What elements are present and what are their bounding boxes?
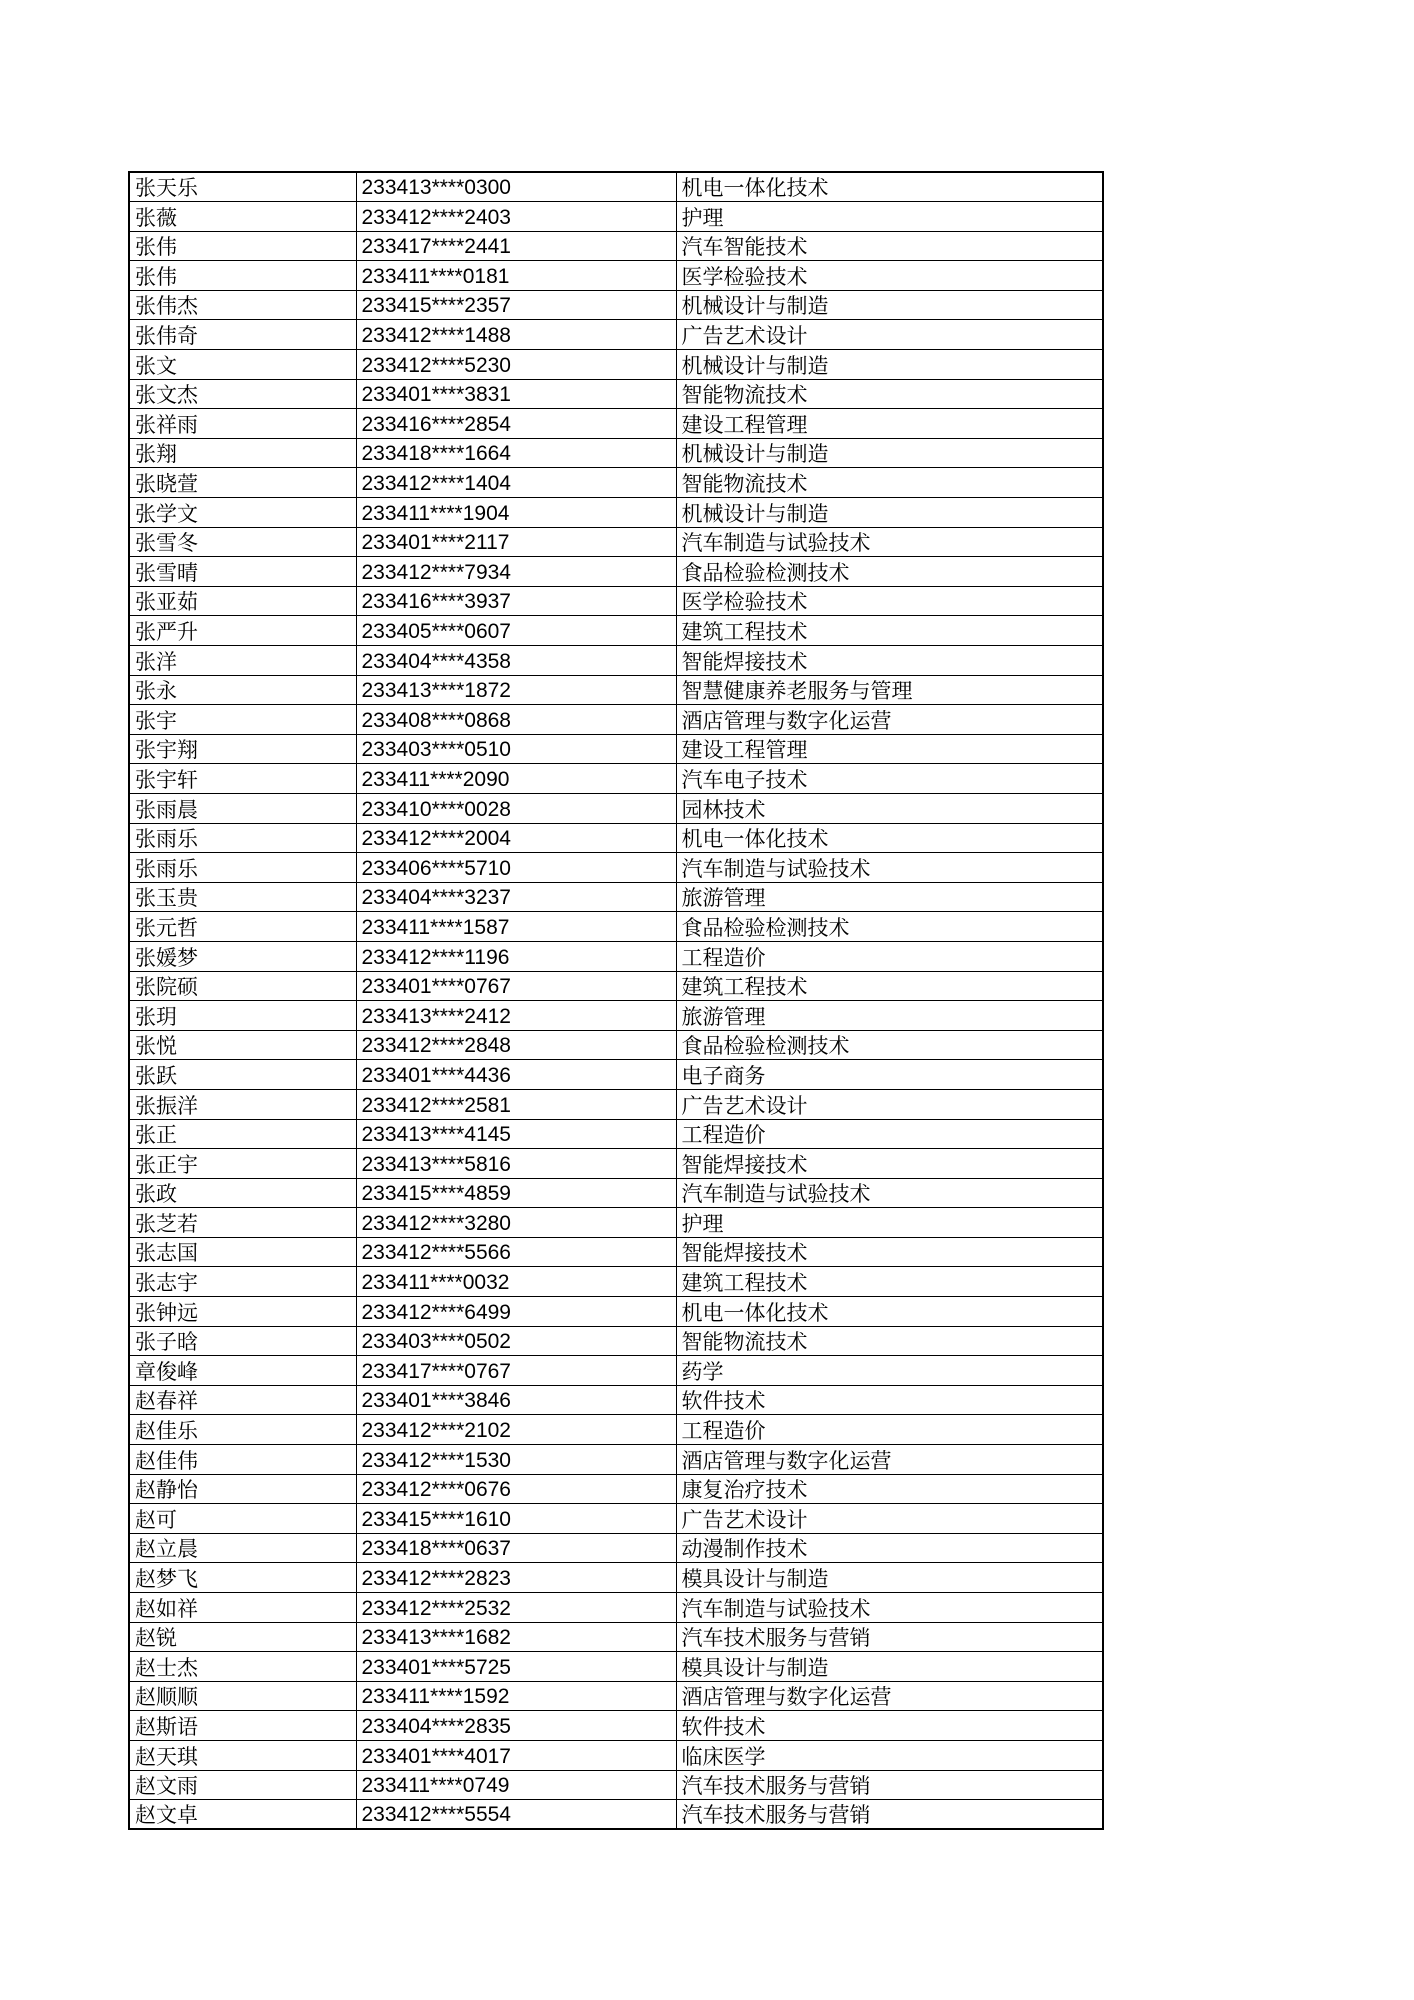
id-number-cell: 233412****3280 bbox=[356, 1208, 676, 1238]
id-number-cell: 233415****4859 bbox=[356, 1178, 676, 1208]
id-number-cell: 233404****4358 bbox=[356, 646, 676, 676]
name-cell: 张伟奇 bbox=[129, 320, 356, 350]
id-number-cell: 233412****7934 bbox=[356, 557, 676, 587]
major-cell: 电子商务 bbox=[676, 1060, 1103, 1090]
name-cell: 赵梦飞 bbox=[129, 1563, 356, 1593]
major-cell: 广告艺术设计 bbox=[676, 320, 1103, 350]
table-row bbox=[129, 557, 1103, 587]
major-cell: 智能物流技术 bbox=[676, 379, 1103, 409]
major-cell: 药学 bbox=[676, 1356, 1103, 1386]
major-cell: 康复治疗技术 bbox=[676, 1474, 1103, 1504]
table-row bbox=[129, 231, 1103, 261]
name-cell: 张文杰 bbox=[129, 379, 356, 409]
table-row bbox=[129, 1297, 1103, 1327]
table-row bbox=[129, 1060, 1103, 1090]
table-row bbox=[129, 1415, 1103, 1445]
major-cell: 汽车技术服务与营销 bbox=[676, 1800, 1103, 1830]
id-number-cell: 233413****0300 bbox=[356, 172, 676, 202]
student-list-table bbox=[128, 171, 1104, 1830]
name-cell: 张媛梦 bbox=[129, 941, 356, 971]
major-cell: 建筑工程技术 bbox=[676, 1267, 1103, 1297]
table-row bbox=[129, 1652, 1103, 1682]
major-cell: 汽车制造与试验技术 bbox=[676, 527, 1103, 557]
name-cell: 赵顺顺 bbox=[129, 1681, 356, 1711]
name-cell: 赵士杰 bbox=[129, 1652, 356, 1682]
table-row bbox=[129, 941, 1103, 971]
name-cell: 赵斯语 bbox=[129, 1711, 356, 1741]
table-row bbox=[129, 734, 1103, 764]
major-cell: 旅游管理 bbox=[676, 882, 1103, 912]
major-cell: 酒店管理与数字化运营 bbox=[676, 1681, 1103, 1711]
table-row bbox=[129, 527, 1103, 557]
name-cell: 张雪冬 bbox=[129, 527, 356, 557]
table-row bbox=[129, 1178, 1103, 1208]
id-number-cell: 233417****2441 bbox=[356, 231, 676, 261]
table-row bbox=[129, 1445, 1103, 1475]
major-cell: 医学检验技术 bbox=[676, 586, 1103, 616]
id-number-cell: 233412****0676 bbox=[356, 1474, 676, 1504]
major-cell: 软件技术 bbox=[676, 1385, 1103, 1415]
id-number-cell: 233412****2403 bbox=[356, 202, 676, 232]
table-row bbox=[129, 793, 1103, 823]
name-cell: 赵锐 bbox=[129, 1622, 356, 1652]
major-cell: 机电一体化技术 bbox=[676, 1297, 1103, 1327]
table-row bbox=[129, 705, 1103, 735]
table-row bbox=[129, 853, 1103, 883]
name-cell: 张政 bbox=[129, 1178, 356, 1208]
name-cell: 赵静怡 bbox=[129, 1474, 356, 1504]
major-cell: 工程造价 bbox=[676, 1119, 1103, 1149]
id-number-cell: 233412****2102 bbox=[356, 1415, 676, 1445]
major-cell: 园林技术 bbox=[676, 793, 1103, 823]
major-cell: 食品检验检测技术 bbox=[676, 1030, 1103, 1060]
table-row bbox=[129, 379, 1103, 409]
id-number-cell: 233412****5554 bbox=[356, 1800, 676, 1830]
name-cell: 张子晗 bbox=[129, 1326, 356, 1356]
major-cell: 智慧健康养老服务与管理 bbox=[676, 675, 1103, 705]
id-number-cell: 233411****0749 bbox=[356, 1770, 676, 1800]
name-cell: 张严升 bbox=[129, 616, 356, 646]
table-row bbox=[129, 1770, 1103, 1800]
name-cell: 张悦 bbox=[129, 1030, 356, 1060]
name-cell: 张宇翔 bbox=[129, 734, 356, 764]
name-cell: 张志宇 bbox=[129, 1267, 356, 1297]
id-number-cell: 233412****1530 bbox=[356, 1445, 676, 1475]
table-row bbox=[129, 616, 1103, 646]
table-row bbox=[129, 675, 1103, 705]
name-cell: 张永 bbox=[129, 675, 356, 705]
name-cell: 张伟杰 bbox=[129, 290, 356, 320]
id-number-cell: 233411****1592 bbox=[356, 1681, 676, 1711]
table-row bbox=[129, 438, 1103, 468]
table-row bbox=[129, 1622, 1103, 1652]
id-number-cell: 233415****2357 bbox=[356, 290, 676, 320]
id-number-cell: 233417****0767 bbox=[356, 1356, 676, 1386]
table-row bbox=[129, 1119, 1103, 1149]
name-cell: 张志国 bbox=[129, 1237, 356, 1267]
id-number-cell: 233403****0510 bbox=[356, 734, 676, 764]
table-row bbox=[129, 1740, 1103, 1770]
id-number-cell: 233418****0637 bbox=[356, 1533, 676, 1563]
major-cell: 临床医学 bbox=[676, 1740, 1103, 1770]
name-cell: 赵如祥 bbox=[129, 1593, 356, 1623]
major-cell: 智能物流技术 bbox=[676, 468, 1103, 498]
table-row bbox=[129, 882, 1103, 912]
name-cell: 张正宇 bbox=[129, 1149, 356, 1179]
id-number-cell: 233413****5816 bbox=[356, 1149, 676, 1179]
major-cell: 机械设计与制造 bbox=[676, 438, 1103, 468]
major-cell: 广告艺术设计 bbox=[676, 1504, 1103, 1534]
name-cell: 张跃 bbox=[129, 1060, 356, 1090]
table-row bbox=[129, 1149, 1103, 1179]
name-cell: 张玥 bbox=[129, 1001, 356, 1031]
table-row bbox=[129, 1563, 1103, 1593]
id-number-cell: 233406****5710 bbox=[356, 853, 676, 883]
major-cell: 汽车制造与试验技术 bbox=[676, 853, 1103, 883]
major-cell: 食品检验检测技术 bbox=[676, 557, 1103, 587]
id-number-cell: 233413****1682 bbox=[356, 1622, 676, 1652]
table-row bbox=[129, 1326, 1103, 1356]
major-cell: 建筑工程技术 bbox=[676, 616, 1103, 646]
table-row bbox=[129, 468, 1103, 498]
name-cell: 张伟 bbox=[129, 261, 356, 291]
name-cell: 张芝若 bbox=[129, 1208, 356, 1238]
table-row bbox=[129, 172, 1103, 202]
table-row bbox=[129, 290, 1103, 320]
table-row bbox=[129, 1533, 1103, 1563]
table-row bbox=[129, 409, 1103, 439]
major-cell: 护理 bbox=[676, 202, 1103, 232]
table-row bbox=[129, 350, 1103, 380]
major-cell: 智能焊接技术 bbox=[676, 1149, 1103, 1179]
id-number-cell: 233412****1488 bbox=[356, 320, 676, 350]
id-number-cell: 233412****2532 bbox=[356, 1593, 676, 1623]
major-cell: 机械设计与制造 bbox=[676, 350, 1103, 380]
id-number-cell: 233412****2823 bbox=[356, 1563, 676, 1593]
name-cell: 赵文雨 bbox=[129, 1770, 356, 1800]
id-number-cell: 233416****2854 bbox=[356, 409, 676, 439]
name-cell: 张祥雨 bbox=[129, 409, 356, 439]
major-cell: 汽车智能技术 bbox=[676, 231, 1103, 261]
major-cell: 医学检验技术 bbox=[676, 261, 1103, 291]
major-cell: 护理 bbox=[676, 1208, 1103, 1238]
name-cell: 赵可 bbox=[129, 1504, 356, 1534]
major-cell: 汽车制造与试验技术 bbox=[676, 1178, 1103, 1208]
name-cell: 张雨晨 bbox=[129, 793, 356, 823]
name-cell: 张天乐 bbox=[129, 172, 356, 202]
id-number-cell: 233413****1872 bbox=[356, 675, 676, 705]
name-cell: 张玉贵 bbox=[129, 882, 356, 912]
id-number-cell: 233411****1587 bbox=[356, 912, 676, 942]
id-number-cell: 233411****0032 bbox=[356, 1267, 676, 1297]
id-number-cell: 233412****2004 bbox=[356, 823, 676, 853]
name-cell: 张文 bbox=[129, 350, 356, 380]
id-number-cell: 233403****0502 bbox=[356, 1326, 676, 1356]
id-number-cell: 233416****3937 bbox=[356, 586, 676, 616]
table-row bbox=[129, 1267, 1103, 1297]
name-cell: 张洋 bbox=[129, 646, 356, 676]
major-cell: 工程造价 bbox=[676, 1415, 1103, 1445]
major-cell: 机械设计与制造 bbox=[676, 290, 1103, 320]
name-cell: 张振洋 bbox=[129, 1089, 356, 1119]
table-row bbox=[129, 320, 1103, 350]
name-cell: 张雨乐 bbox=[129, 823, 356, 853]
id-number-cell: 233408****0868 bbox=[356, 705, 676, 735]
table-row bbox=[129, 764, 1103, 794]
name-cell: 赵佳乐 bbox=[129, 1415, 356, 1445]
major-cell: 汽车技术服务与营销 bbox=[676, 1770, 1103, 1800]
id-number-cell: 233401****4436 bbox=[356, 1060, 676, 1090]
id-number-cell: 233411****0181 bbox=[356, 261, 676, 291]
major-cell: 广告艺术设计 bbox=[676, 1089, 1103, 1119]
table-row bbox=[129, 971, 1103, 1001]
major-cell: 软件技术 bbox=[676, 1711, 1103, 1741]
name-cell: 张元哲 bbox=[129, 912, 356, 942]
table-row bbox=[129, 1208, 1103, 1238]
name-cell: 张学文 bbox=[129, 498, 356, 528]
table-row bbox=[129, 1385, 1103, 1415]
major-cell: 机电一体化技术 bbox=[676, 172, 1103, 202]
major-cell: 建筑工程技术 bbox=[676, 971, 1103, 1001]
id-number-cell: 233405****0607 bbox=[356, 616, 676, 646]
major-cell: 建设工程管理 bbox=[676, 409, 1103, 439]
name-cell: 赵佳伟 bbox=[129, 1445, 356, 1475]
id-number-cell: 233411****2090 bbox=[356, 764, 676, 794]
major-cell: 酒店管理与数字化运营 bbox=[676, 1445, 1103, 1475]
id-number-cell: 233401****2117 bbox=[356, 527, 676, 557]
id-number-cell: 233413****2412 bbox=[356, 1001, 676, 1031]
table-row bbox=[129, 498, 1103, 528]
id-number-cell: 233404****3237 bbox=[356, 882, 676, 912]
id-number-cell: 233412****6499 bbox=[356, 1297, 676, 1327]
name-cell: 张宇轩 bbox=[129, 764, 356, 794]
name-cell: 张薇 bbox=[129, 202, 356, 232]
table-row bbox=[129, 1504, 1103, 1534]
id-number-cell: 233412****5566 bbox=[356, 1237, 676, 1267]
major-cell: 机械设计与制造 bbox=[676, 498, 1103, 528]
major-cell: 智能物流技术 bbox=[676, 1326, 1103, 1356]
id-number-cell: 233401****5725 bbox=[356, 1652, 676, 1682]
id-number-cell: 233404****2835 bbox=[356, 1711, 676, 1741]
id-number-cell: 233418****1664 bbox=[356, 438, 676, 468]
major-cell: 汽车电子技术 bbox=[676, 764, 1103, 794]
table-body bbox=[129, 172, 1103, 1829]
table-row bbox=[129, 1593, 1103, 1623]
table-row bbox=[129, 1681, 1103, 1711]
major-cell: 智能焊接技术 bbox=[676, 1237, 1103, 1267]
id-number-cell: 233412****2581 bbox=[356, 1089, 676, 1119]
id-number-cell: 233401****3831 bbox=[356, 379, 676, 409]
major-cell: 模具设计与制造 bbox=[676, 1563, 1103, 1593]
name-cell: 张翔 bbox=[129, 438, 356, 468]
id-number-cell: 233401****4017 bbox=[356, 1740, 676, 1770]
name-cell: 张院硕 bbox=[129, 971, 356, 1001]
name-cell: 张亚茹 bbox=[129, 586, 356, 616]
major-cell: 机电一体化技术 bbox=[676, 823, 1103, 853]
major-cell: 旅游管理 bbox=[676, 1001, 1103, 1031]
table-row bbox=[129, 912, 1103, 942]
id-number-cell: 233415****1610 bbox=[356, 1504, 676, 1534]
name-cell: 张正 bbox=[129, 1119, 356, 1149]
table-row bbox=[129, 1030, 1103, 1060]
table-row bbox=[129, 1001, 1103, 1031]
id-number-cell: 233401****0767 bbox=[356, 971, 676, 1001]
table-row bbox=[129, 1356, 1103, 1386]
table-row bbox=[129, 1800, 1103, 1830]
major-cell: 模具设计与制造 bbox=[676, 1652, 1103, 1682]
major-cell: 智能焊接技术 bbox=[676, 646, 1103, 676]
id-number-cell: 233401****3846 bbox=[356, 1385, 676, 1415]
major-cell: 食品检验检测技术 bbox=[676, 912, 1103, 942]
id-number-cell: 233412****2848 bbox=[356, 1030, 676, 1060]
id-number-cell: 233410****0028 bbox=[356, 793, 676, 823]
name-cell: 张晓萱 bbox=[129, 468, 356, 498]
id-number-cell: 233412****5230 bbox=[356, 350, 676, 380]
table-row bbox=[129, 1237, 1103, 1267]
major-cell: 工程造价 bbox=[676, 941, 1103, 971]
name-cell: 赵天琪 bbox=[129, 1740, 356, 1770]
major-cell: 汽车技术服务与营销 bbox=[676, 1622, 1103, 1652]
table-row bbox=[129, 202, 1103, 232]
major-cell: 建设工程管理 bbox=[676, 734, 1103, 764]
name-cell: 张雪晴 bbox=[129, 557, 356, 587]
table-row bbox=[129, 1089, 1103, 1119]
table-row bbox=[129, 586, 1103, 616]
table-row bbox=[129, 261, 1103, 291]
name-cell: 赵春祥 bbox=[129, 1385, 356, 1415]
table-row bbox=[129, 823, 1103, 853]
name-cell: 赵立晨 bbox=[129, 1533, 356, 1563]
id-number-cell: 233412****1196 bbox=[356, 941, 676, 971]
name-cell: 张钟远 bbox=[129, 1297, 356, 1327]
table-row bbox=[129, 646, 1103, 676]
id-number-cell: 233412****1404 bbox=[356, 468, 676, 498]
name-cell: 张雨乐 bbox=[129, 853, 356, 883]
table-row bbox=[129, 1474, 1103, 1504]
id-number-cell: 233413****4145 bbox=[356, 1119, 676, 1149]
name-cell: 张伟 bbox=[129, 231, 356, 261]
major-cell: 汽车制造与试验技术 bbox=[676, 1593, 1103, 1623]
name-cell: 赵文卓 bbox=[129, 1800, 356, 1830]
table-row bbox=[129, 1711, 1103, 1741]
name-cell: 章俊峰 bbox=[129, 1356, 356, 1386]
major-cell: 动漫制作技术 bbox=[676, 1533, 1103, 1563]
name-cell: 张宇 bbox=[129, 705, 356, 735]
major-cell: 酒店管理与数字化运营 bbox=[676, 705, 1103, 735]
id-number-cell: 233411****1904 bbox=[356, 498, 676, 528]
